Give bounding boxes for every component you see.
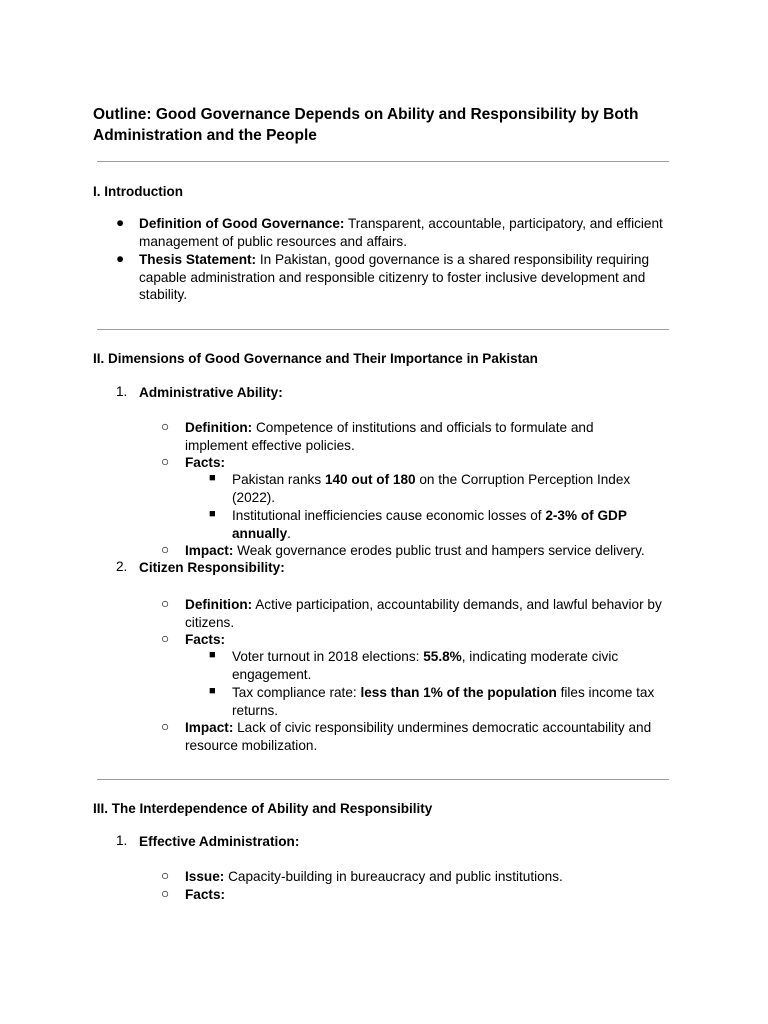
list-item-facts: Facts: [185,887,226,902]
item-label: Definition of Good Governance: [139,216,345,231]
subheading-effective-administration: Effective Administration: [139,834,300,849]
section-heading-introduction: I. Introduction [93,184,183,199]
bullet-marker: ● [116,215,125,230]
list-item-definition: Definition: Competence of institutions and officials to formulate and implement effective policies. [185,420,594,453]
list-number: 1. [116,384,128,399]
section-divider [97,161,669,162]
bullet-marker: ● [116,251,125,266]
circle-marker: ○ [161,596,170,611]
square-marker: ■ [209,508,216,520]
document-title-block [93,104,675,146]
circle-marker: ○ [161,419,170,434]
fact-item-economic-losses: Institutional inefficiencies cause economic losses of 2-3% of GDP annually. [232,508,627,541]
list-item-impact: Impact: Weak governance erodes public trust and hampers service delivery. [185,543,645,558]
list-item-impact: Impact: Lack of civic responsibility undermines democratic accountability and resource mobilization. [185,720,652,753]
fact-item-tax-compliance: Tax compliance rate: less than 1% of the population files income tax returns. [232,685,655,718]
subheading-administrative-ability: Administrative Ability: [139,385,283,400]
circle-marker: ○ [161,542,170,557]
list-number: 1. [116,833,128,848]
square-marker: ■ [209,685,216,697]
circle-marker: ○ [161,719,170,734]
item-text: Transparent, accountable, participatory, and efficient management of public resources and affairs. [139,216,663,249]
list-item-facts: Facts: [185,632,226,647]
square-marker: ■ [209,649,216,661]
list-item-facts: Facts: [185,455,226,470]
section-heading-dimensions: II. Dimensions of Good Governance and Their Importance in Pakistan [93,351,538,366]
circle-marker: ○ [161,868,170,883]
circle-marker: ○ [161,886,170,901]
fact-item-corruption-index: Pakistan ranks 140 out of 180 on the Corruption Perception Index (2022). [232,472,631,505]
list-number: 2. [116,559,128,574]
fact-item-voter-turnout: Voter turnout in 2018 elections: 55.8%, indicating moderate civic engagement. [232,649,619,682]
section-divider [97,329,669,330]
square-marker: ■ [209,472,216,484]
section-heading-interdependence: III. The Interdependence of Ability and Responsibility [93,801,433,816]
subheading-citizen-responsibility: Citizen Responsibility: [139,560,285,575]
item-text: In Pakistan, good governance is a shared responsibility requiring capable administration and responsible citizenry to foster inclusive development and stability. [139,252,650,302]
circle-marker: ○ [161,631,170,646]
list-item-definition: Definition: Active participation, accountability demands, and lawful behavior by citizens. [185,597,662,630]
list-item-definition-good-governance [139,215,674,250]
section-divider [97,779,669,780]
item-label: Thesis Statement: [139,252,257,267]
list-item-thesis-statement [139,251,674,304]
circle-marker: ○ [161,454,170,469]
document-title: Outline: Good Governance Depends on Ability and Responsibility by Both Administration and the People [93,106,639,144]
list-item-issue: Issue: Capacity-building in bureaucracy and public institutions. [185,869,563,884]
